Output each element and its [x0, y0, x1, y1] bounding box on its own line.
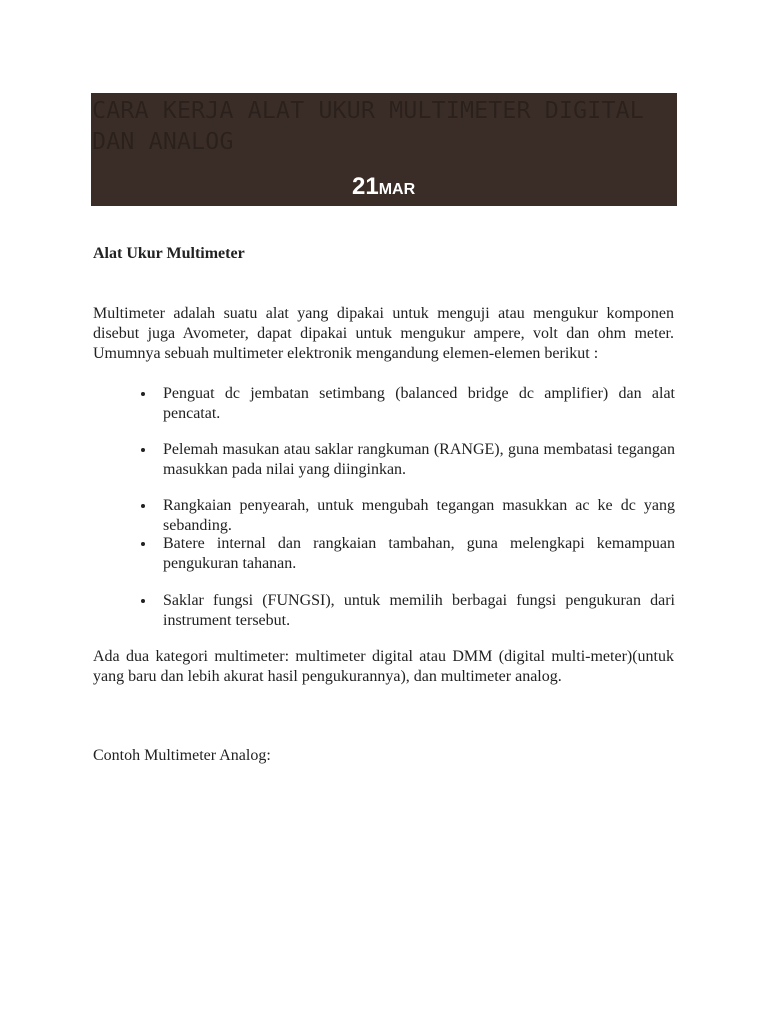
post-date [352, 173, 415, 201]
list-item [163, 591, 675, 631]
list-item [163, 496, 675, 536]
list-item-text: Saklar fungsi (FUNGSI), untuk memilih berbagai fungsi pengukuran dari instrument tersebut. [163, 592, 675, 629]
bullet-icon [141, 448, 145, 452]
list-item-text: Pelemah masukan atau saklar rangkuman (RANGE), guna membatasi tegangan masukkan pada nilai yang diinginkan. [163, 441, 675, 478]
bullet-icon [141, 392, 145, 396]
list-item [163, 534, 675, 574]
post-date-day: 21 [352, 173, 379, 200]
analog-example-label: Contoh Multimeter Analog: [93, 747, 271, 764]
list-item-text: Batere internal dan rangkaian tambahan, guna melengkapi kemampuan pengukuran tahanan. [163, 535, 675, 572]
bullet-icon [141, 504, 145, 508]
post-date-month: MAR [378, 181, 416, 198]
list-item-text: Rangkaian penyearah, untuk mengubah tegangan masukkan ac ke dc yang sebanding. [163, 497, 675, 534]
section-heading: Alat Ukur Multimeter [93, 245, 245, 262]
page-title: CARA KERJA ALAT UKUR MULTIMETER DIGITAL DAN ANALOG [92, 96, 644, 155]
list-item [163, 384, 675, 424]
list-item [163, 440, 675, 480]
bullet-icon [141, 542, 145, 546]
intro-paragraph: Multimeter adalah suatu alat yang dipakai untuk menguji atau mengukur komponen disebut juga Avometer, dapat dipakai untuk mengukur ampere, volt dan ohm meter. Umumnya sebuah multimeter elektronik mengandung elemen-elemen berikut : [93, 305, 674, 362]
bullet-icon [141, 599, 145, 603]
multimeter-types-paragraph: Ada dua kategori multimeter: multimeter digital atau DMM (digital multi-meter)(untuk yang baru dan lebih akurat hasil pengukurannya), dan multimeter analog. [93, 648, 674, 685]
title-banner [91, 93, 677, 206]
list-item-text: Penguat dc jembatan setimbang (balanced bridge dc amplifier) dan alat pencatat. [163, 385, 675, 422]
